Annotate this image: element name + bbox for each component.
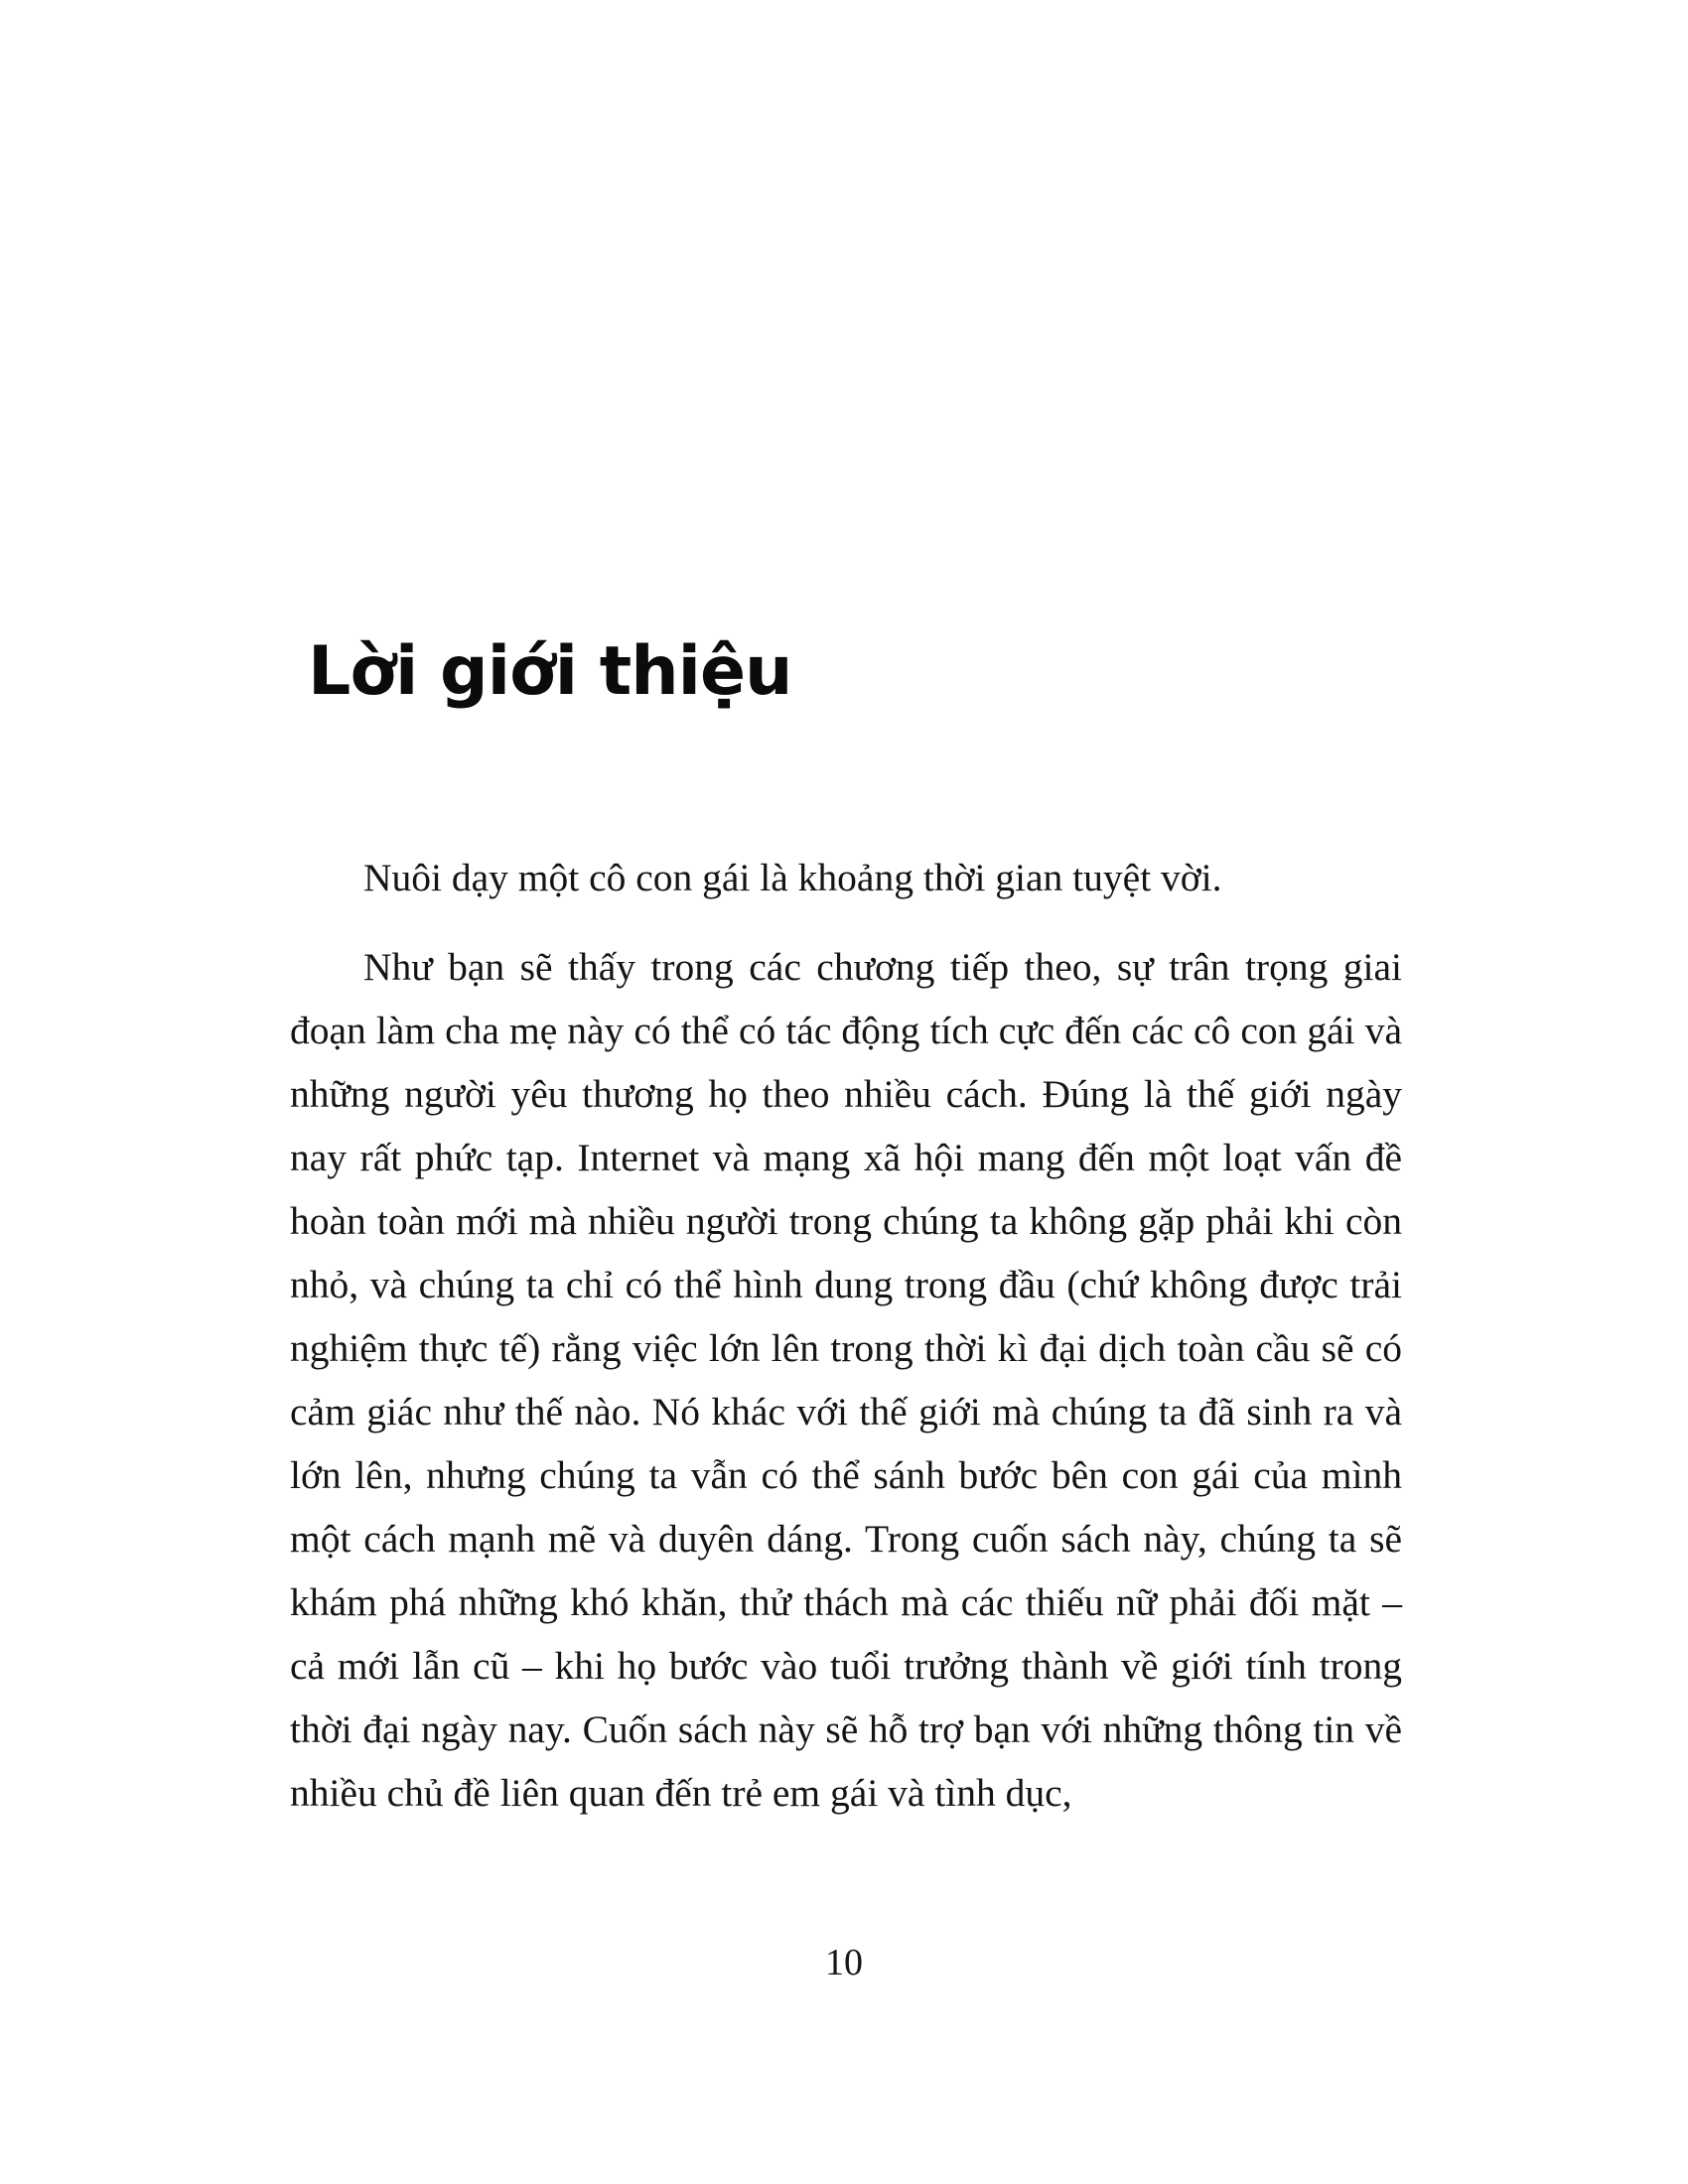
body-text-block: [290, 710, 1402, 1826]
page-content: [290, 0, 1402, 1826]
page-number: 10: [825, 1942, 863, 1983]
paragraph-1: Nuôi dạy một cô con gái là khoảng thời gian tuyệt vời.: [363, 855, 1222, 899]
paragraph-2: Như bạn sẽ thấy trong các chương tiếp theo, sự trân trọng giai đoạn làm cha mẹ này có thể có tác động tích cực đến các cô con gái và những người yêu thương họ theo nhiều cách. Đúng là thế giới ngày nay rất phức tạp. Internet và mạng xã hội mang đến một loạt vấn đề hoàn toàn mới mà nhiều người trong chúng ta không gặp phải khi còn nhỏ, và chúng ta chỉ có thể hình dung trong đầu (chứ không được trải nghiệm thực tế) rằng việc lớn lên trong thời kì đại dịch toàn cầu sẽ có cảm giác như thế nào. Nó khác với thế giới mà chúng ta đã sinh ra và lớn lên, nhưng chúng ta vẫn có thể sánh bước bên con gái của mình một cách mạnh mẽ và duyên dáng. Trong cuốn sách này, chúng ta sẽ khám phá những khó khăn, thử thách mà các thiếu nữ phải đối mặt – cả mới lẫn cũ – khi họ bước vào tuổi trưởng thành về giới tính trong thời đại ngày nay. Cuốn sách này sẽ hỗ trợ bạn với những thông tin về nhiều chủ đề liên quan đến trẻ em gái và tình dục,: [290, 944, 1402, 1815]
page-title: Lời giới thiệu: [308, 632, 792, 711]
